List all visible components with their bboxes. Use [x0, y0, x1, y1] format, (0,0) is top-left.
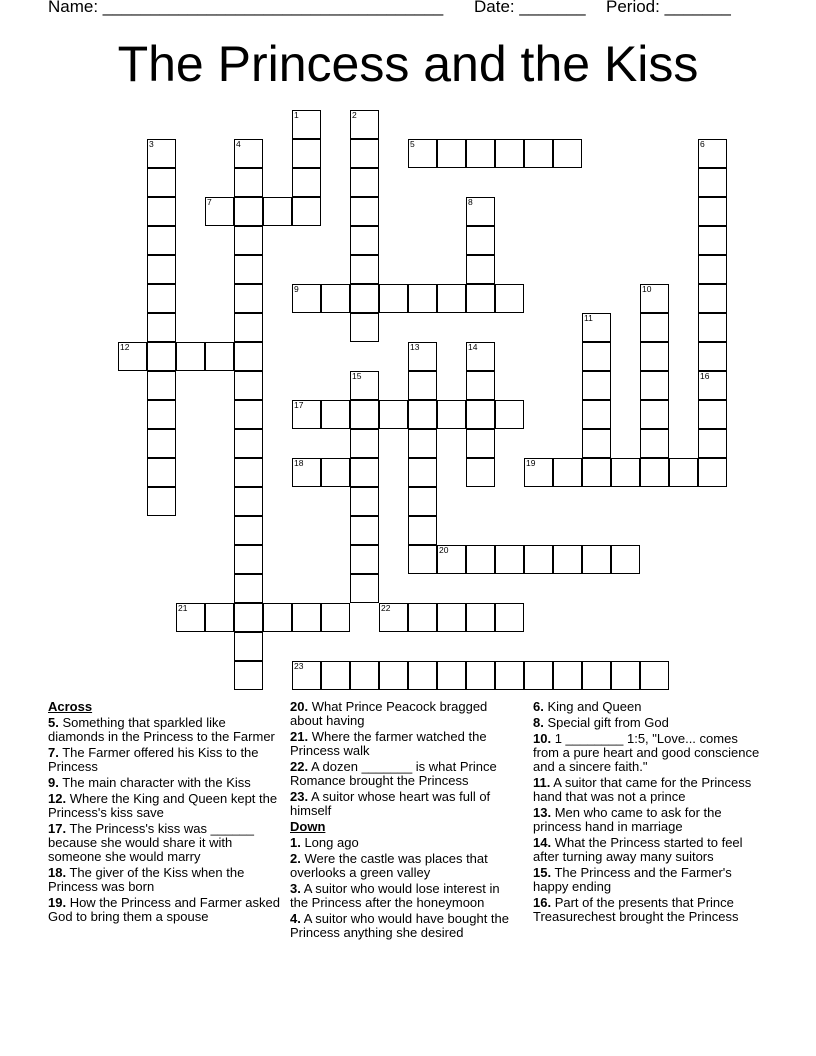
grid-cell[interactable]: [495, 661, 524, 690]
grid-cell[interactable]: [292, 603, 321, 632]
grid-cell[interactable]: [437, 139, 466, 168]
grid-cell[interactable]: [466, 661, 495, 690]
grid-cell[interactable]: [408, 429, 437, 458]
clue-label: 9.: [48, 775, 59, 790]
clue-text: Something that sparkled like diamonds in the Princess to the Farmer: [48, 715, 275, 744]
grid-cell[interactable]: [698, 226, 727, 255]
clue-label: 14.: [533, 835, 552, 850]
grid-cell[interactable]: [350, 516, 379, 545]
grid-cell[interactable]: [350, 313, 379, 342]
grid-cell[interactable]: [466, 197, 495, 226]
grid-cell[interactable]: [350, 255, 379, 284]
grid-cell[interactable]: [466, 545, 495, 574]
clue-text: A suitor who would lose interest in the Princess after the honeymoon: [290, 881, 500, 910]
grid-cell[interactable]: [350, 168, 379, 197]
across-clue: [48, 776, 280, 790]
grid-cell[interactable]: [408, 371, 437, 400]
grid-cell[interactable]: [147, 371, 176, 400]
clue-text: The Princess and the Farmer's happy ending: [533, 865, 732, 894]
grid-cell[interactable]: [611, 545, 640, 574]
grid-cell[interactable]: [234, 400, 263, 429]
clue-text: A dozen _______ is what Prince Romance brought the Princess: [290, 759, 497, 788]
grid-cell[interactable]: [176, 342, 205, 371]
period-field[interactable]: Period: _______: [606, 0, 731, 16]
grid-cell[interactable]: [147, 139, 176, 168]
grid-cell[interactable]: [205, 603, 234, 632]
grid-cell[interactable]: [292, 661, 321, 690]
grid-cell[interactable]: [234, 168, 263, 197]
grid-cell[interactable]: [582, 429, 611, 458]
down-heading: Down: [290, 819, 326, 834]
clue-label: 12.: [48, 791, 67, 806]
clue-number: 14: [468, 342, 478, 352]
grid-cell[interactable]: [350, 110, 379, 139]
clue-text: The giver of the Kiss when the Princess was born: [48, 865, 245, 894]
clue-text: What Prince Peacock bragged about having: [290, 699, 488, 728]
grid-cell[interactable]: [408, 284, 437, 313]
grid-cell[interactable]: [350, 371, 379, 400]
grid-cell[interactable]: [350, 400, 379, 429]
clue-text: Were the castle was places that overlooks a green valley: [290, 851, 488, 880]
clue-label: 8.: [533, 715, 544, 730]
clue-number: 15: [352, 371, 362, 381]
grid-cell[interactable]: [234, 574, 263, 603]
grid-cell[interactable]: [553, 139, 582, 168]
grid-cell[interactable]: [640, 458, 669, 487]
grid-cell[interactable]: [147, 226, 176, 255]
clue-label: 5.: [48, 715, 59, 730]
across-heading: Across: [48, 699, 93, 714]
grid-cell[interactable]: [350, 429, 379, 458]
grid-cell[interactable]: [292, 197, 321, 226]
grid-cell[interactable]: [698, 313, 727, 342]
clue-number: 2: [352, 110, 357, 120]
grid-cell[interactable]: [234, 487, 263, 516]
clue-number: 11: [584, 313, 593, 323]
down-clue: [290, 836, 518, 850]
grid-cell[interactable]: [234, 284, 263, 313]
grid-cell[interactable]: [408, 487, 437, 516]
clue-number: 18: [294, 458, 304, 468]
clue-text: The Princess's kiss was ______ because she would share it with someone she would marry: [48, 821, 255, 864]
clue-label: 3.: [290, 881, 301, 896]
grid-cell[interactable]: [408, 545, 437, 574]
grid-cell[interactable]: [147, 255, 176, 284]
grid-cell[interactable]: [698, 400, 727, 429]
down-clues-part-1: [290, 836, 518, 940]
grid-cell[interactable]: [118, 342, 147, 371]
grid-cell[interactable]: [379, 284, 408, 313]
grid-cell[interactable]: [350, 458, 379, 487]
grid-cell[interactable]: [582, 545, 611, 574]
grid-cell[interactable]: [147, 487, 176, 516]
across-clue: [48, 896, 280, 924]
clue-number: 13: [410, 342, 420, 352]
across-clue: [290, 730, 518, 758]
grid-cell[interactable]: [524, 545, 553, 574]
grid-cell[interactable]: [379, 603, 408, 632]
grid-cell[interactable]: [263, 197, 292, 226]
grid-cell[interactable]: [292, 110, 321, 139]
grid-cell[interactable]: [321, 603, 350, 632]
clue-text: King and Queen: [543, 699, 642, 714]
grid-cell[interactable]: [350, 139, 379, 168]
clue-label: 1.: [290, 835, 301, 850]
grid-cell[interactable]: [350, 197, 379, 226]
grid-cell[interactable]: [234, 429, 263, 458]
grid-cell[interactable]: [582, 342, 611, 371]
grid-cell[interactable]: [321, 400, 350, 429]
grid-cell[interactable]: [321, 661, 350, 690]
grid-cell[interactable]: [495, 139, 524, 168]
grid-cell[interactable]: [234, 197, 263, 226]
grid-cell[interactable]: [292, 168, 321, 197]
grid-cell[interactable]: [234, 516, 263, 545]
grid-cell[interactable]: [350, 661, 379, 690]
grid-cell[interactable]: [698, 429, 727, 458]
grid-cell[interactable]: [437, 661, 466, 690]
across-clue: [290, 760, 518, 788]
grid-cell[interactable]: [408, 603, 437, 632]
grid-cell[interactable]: [437, 400, 466, 429]
clue-number: 1: [294, 110, 299, 120]
grid-cell[interactable]: [698, 168, 727, 197]
grid-cell[interactable]: [582, 400, 611, 429]
date-field[interactable]: Date: _______: [474, 0, 586, 16]
grid-cell[interactable]: [640, 313, 669, 342]
grid-cell[interactable]: [263, 603, 292, 632]
grid-cell[interactable]: [437, 603, 466, 632]
grid-cell[interactable]: [495, 284, 524, 313]
clue-number: 7: [207, 197, 212, 207]
grid-cell[interactable]: [350, 487, 379, 516]
clue-number: 10: [642, 284, 652, 294]
grid-cell[interactable]: [466, 139, 495, 168]
grid-cell[interactable]: [408, 342, 437, 371]
clue-text: A suitor that came for the Princess hand that was not a prince: [533, 775, 752, 804]
grid-cell[interactable]: [147, 313, 176, 342]
clue-number: 8: [468, 197, 473, 207]
grid-cell[interactable]: [350, 284, 379, 313]
down-clue: [290, 912, 518, 940]
grid-cell[interactable]: [698, 342, 727, 371]
grid-cell[interactable]: [466, 255, 495, 284]
grid-cell[interactable]: [640, 284, 669, 313]
across-clues-part-2: [290, 700, 518, 818]
grid-cell[interactable]: [437, 545, 466, 574]
clue-label: 22.: [290, 759, 309, 774]
across-clue: [48, 866, 280, 894]
clue-number: 9: [294, 284, 299, 294]
grid-cell[interactable]: [147, 429, 176, 458]
down-clue: [533, 700, 763, 714]
clue-number: 4: [236, 139, 241, 149]
grid-cell[interactable]: [408, 516, 437, 545]
grid-cell[interactable]: [234, 313, 263, 342]
grid-cell[interactable]: [466, 458, 495, 487]
clue-number: 3: [149, 139, 154, 149]
grid-cell[interactable]: [234, 139, 263, 168]
grid-cell[interactable]: [698, 197, 727, 226]
grid-cell[interactable]: [524, 139, 553, 168]
clue-label: 20.: [290, 699, 309, 714]
clue-label: 16.: [533, 895, 552, 910]
grid-cell[interactable]: [495, 545, 524, 574]
down-clue: [533, 716, 763, 730]
clue-label: 15.: [533, 865, 552, 880]
down-clue: [533, 806, 763, 834]
grid-cell[interactable]: [582, 661, 611, 690]
grid-cell[interactable]: [292, 284, 321, 313]
grid-cell[interactable]: [582, 313, 611, 342]
clue-number: 21: [178, 603, 188, 613]
clue-label: 2.: [290, 851, 301, 866]
grid-cell[interactable]: [495, 400, 524, 429]
clue-text: The Farmer offered his Kiss to the Princess: [48, 745, 259, 774]
clue-column-3: [533, 700, 763, 926]
clue-text: What the Princess started to feel after turning away many suitors: [533, 835, 743, 864]
clue-label: 11.: [533, 775, 551, 790]
grid-cell[interactable]: [640, 400, 669, 429]
grid-cell[interactable]: [292, 400, 321, 429]
clue-label: 13.: [533, 805, 552, 820]
grid-cell[interactable]: [234, 661, 263, 690]
clue-text: 1 ________ 1:5, "Love... comes from a pure heart and good conscience and a sincere faith.": [533, 731, 760, 774]
grid-cell[interactable]: [640, 429, 669, 458]
across-clue: [290, 700, 518, 728]
grid-cell[interactable]: [698, 284, 727, 313]
grid-cell[interactable]: [582, 371, 611, 400]
grid-cell[interactable]: [147, 400, 176, 429]
grid-cell[interactable]: [466, 226, 495, 255]
clue-number: 20: [439, 545, 449, 555]
grid-cell[interactable]: [350, 226, 379, 255]
clue-text: Where the farmer watched the Princess walk: [290, 729, 487, 758]
grid-cell[interactable]: [176, 603, 205, 632]
clue-label: 4.: [290, 911, 301, 926]
down-clue: [533, 776, 763, 804]
grid-cell[interactable]: [350, 545, 379, 574]
clue-text: Long ago: [300, 835, 359, 850]
grid-cell[interactable]: [553, 661, 582, 690]
clue-label: 7.: [48, 745, 59, 760]
down-clue: [290, 852, 518, 880]
grid-cell[interactable]: [669, 458, 698, 487]
clue-column-2: [290, 700, 518, 942]
clue-number: 22: [381, 603, 391, 613]
clue-label: 10.: [533, 731, 552, 746]
grid-cell[interactable]: [466, 603, 495, 632]
grid-cell[interactable]: [698, 255, 727, 284]
grid-cell[interactable]: [321, 458, 350, 487]
clue-text: Where the King and Queen kept the Princess's kiss save: [48, 791, 278, 820]
grid-cell[interactable]: [205, 197, 234, 226]
clue-number: 6: [700, 139, 705, 149]
clue-number: 12: [120, 342, 130, 352]
across-clue: [48, 822, 280, 864]
clue-number: 16: [700, 371, 710, 381]
clue-label: 18.: [48, 865, 67, 880]
grid-cell[interactable]: [234, 342, 263, 371]
grid-cell[interactable]: [350, 574, 379, 603]
clue-text: A suitor who would have bought the Princess anything she desired: [290, 911, 509, 940]
grid-cell[interactable]: [379, 400, 408, 429]
clue-number: 17: [294, 400, 304, 410]
grid-cell[interactable]: [147, 168, 176, 197]
grid-cell[interactable]: [408, 400, 437, 429]
clue-text: A suitor whose heart was full of himself: [290, 789, 491, 818]
grid-cell[interactable]: [553, 545, 582, 574]
grid-cell[interactable]: [437, 284, 466, 313]
down-clue: [533, 896, 763, 924]
grid-cell[interactable]: [640, 371, 669, 400]
grid-cell[interactable]: [408, 661, 437, 690]
clue-label: 23.: [290, 789, 309, 804]
grid-cell[interactable]: [611, 458, 640, 487]
clue-text: Men who came to ask for the princess hand in marriage: [533, 805, 722, 834]
grid-cell[interactable]: [698, 371, 727, 400]
grid-cell[interactable]: [292, 139, 321, 168]
grid-cell[interactable]: [466, 371, 495, 400]
grid-cell[interactable]: [524, 661, 553, 690]
clue-text: How the Princess and Farmer asked God to bring them a spouse: [48, 895, 280, 924]
across-clue: [48, 746, 280, 774]
grid-cell[interactable]: [640, 661, 669, 690]
clue-label: 17.: [48, 821, 67, 836]
clue-text: The main character with the Kiss: [58, 775, 251, 790]
grid-cell[interactable]: [466, 429, 495, 458]
grid-cell[interactable]: [321, 284, 350, 313]
clue-text: Part of the presents that Prince Treasurechest brought the Princess: [533, 895, 739, 924]
name-field[interactable]: Name: ____________________________________: [48, 0, 444, 16]
grid-cell[interactable]: [466, 400, 495, 429]
down-clues-part-2: [533, 700, 763, 924]
grid-cell[interactable]: [466, 284, 495, 313]
clue-label: 19.: [48, 895, 67, 910]
grid-cell[interactable]: [698, 458, 727, 487]
grid-cell[interactable]: [698, 139, 727, 168]
clue-number: 19: [526, 458, 536, 468]
across-clue: [290, 790, 518, 818]
grid-cell[interactable]: [234, 603, 263, 632]
down-clue: [533, 732, 763, 774]
grid-cell[interactable]: [408, 139, 437, 168]
clue-label: 21.: [290, 729, 309, 744]
grid-cell[interactable]: [495, 603, 524, 632]
grid-cell[interactable]: [147, 342, 176, 371]
grid-cell[interactable]: [234, 226, 263, 255]
grid-cell[interactable]: [379, 661, 408, 690]
clue-column-1: [48, 700, 280, 926]
clue-number: 5: [410, 139, 415, 149]
grid-cell[interactable]: [292, 458, 321, 487]
clue-text: Special gift from God: [543, 715, 669, 730]
grid-cell[interactable]: [234, 371, 263, 400]
grid-cell[interactable]: [466, 342, 495, 371]
clue-label: 6.: [533, 699, 544, 714]
down-clue: [533, 866, 763, 894]
grid-cell[interactable]: [234, 255, 263, 284]
page-title: The Princess and the Kiss: [117, 36, 699, 92]
grid-cell[interactable]: [234, 458, 263, 487]
grid-cell[interactable]: [582, 458, 611, 487]
grid-cell[interactable]: [640, 342, 669, 371]
grid-cell[interactable]: [147, 284, 176, 313]
across-clues-part-1: [48, 716, 280, 924]
across-clue: [48, 792, 280, 820]
grid-cell[interactable]: [553, 458, 582, 487]
across-clue: [48, 716, 280, 744]
grid-cell[interactable]: [408, 458, 437, 487]
clue-number: 23: [294, 661, 304, 671]
down-clue: [533, 836, 763, 864]
grid-cell[interactable]: [234, 545, 263, 574]
down-clue: [290, 882, 518, 910]
grid-cell[interactable]: [205, 342, 234, 371]
grid-cell[interactable]: [147, 197, 176, 226]
grid-cell[interactable]: [147, 458, 176, 487]
grid-cell[interactable]: [524, 458, 553, 487]
grid-cell[interactable]: [234, 632, 263, 661]
grid-cell[interactable]: [611, 661, 640, 690]
